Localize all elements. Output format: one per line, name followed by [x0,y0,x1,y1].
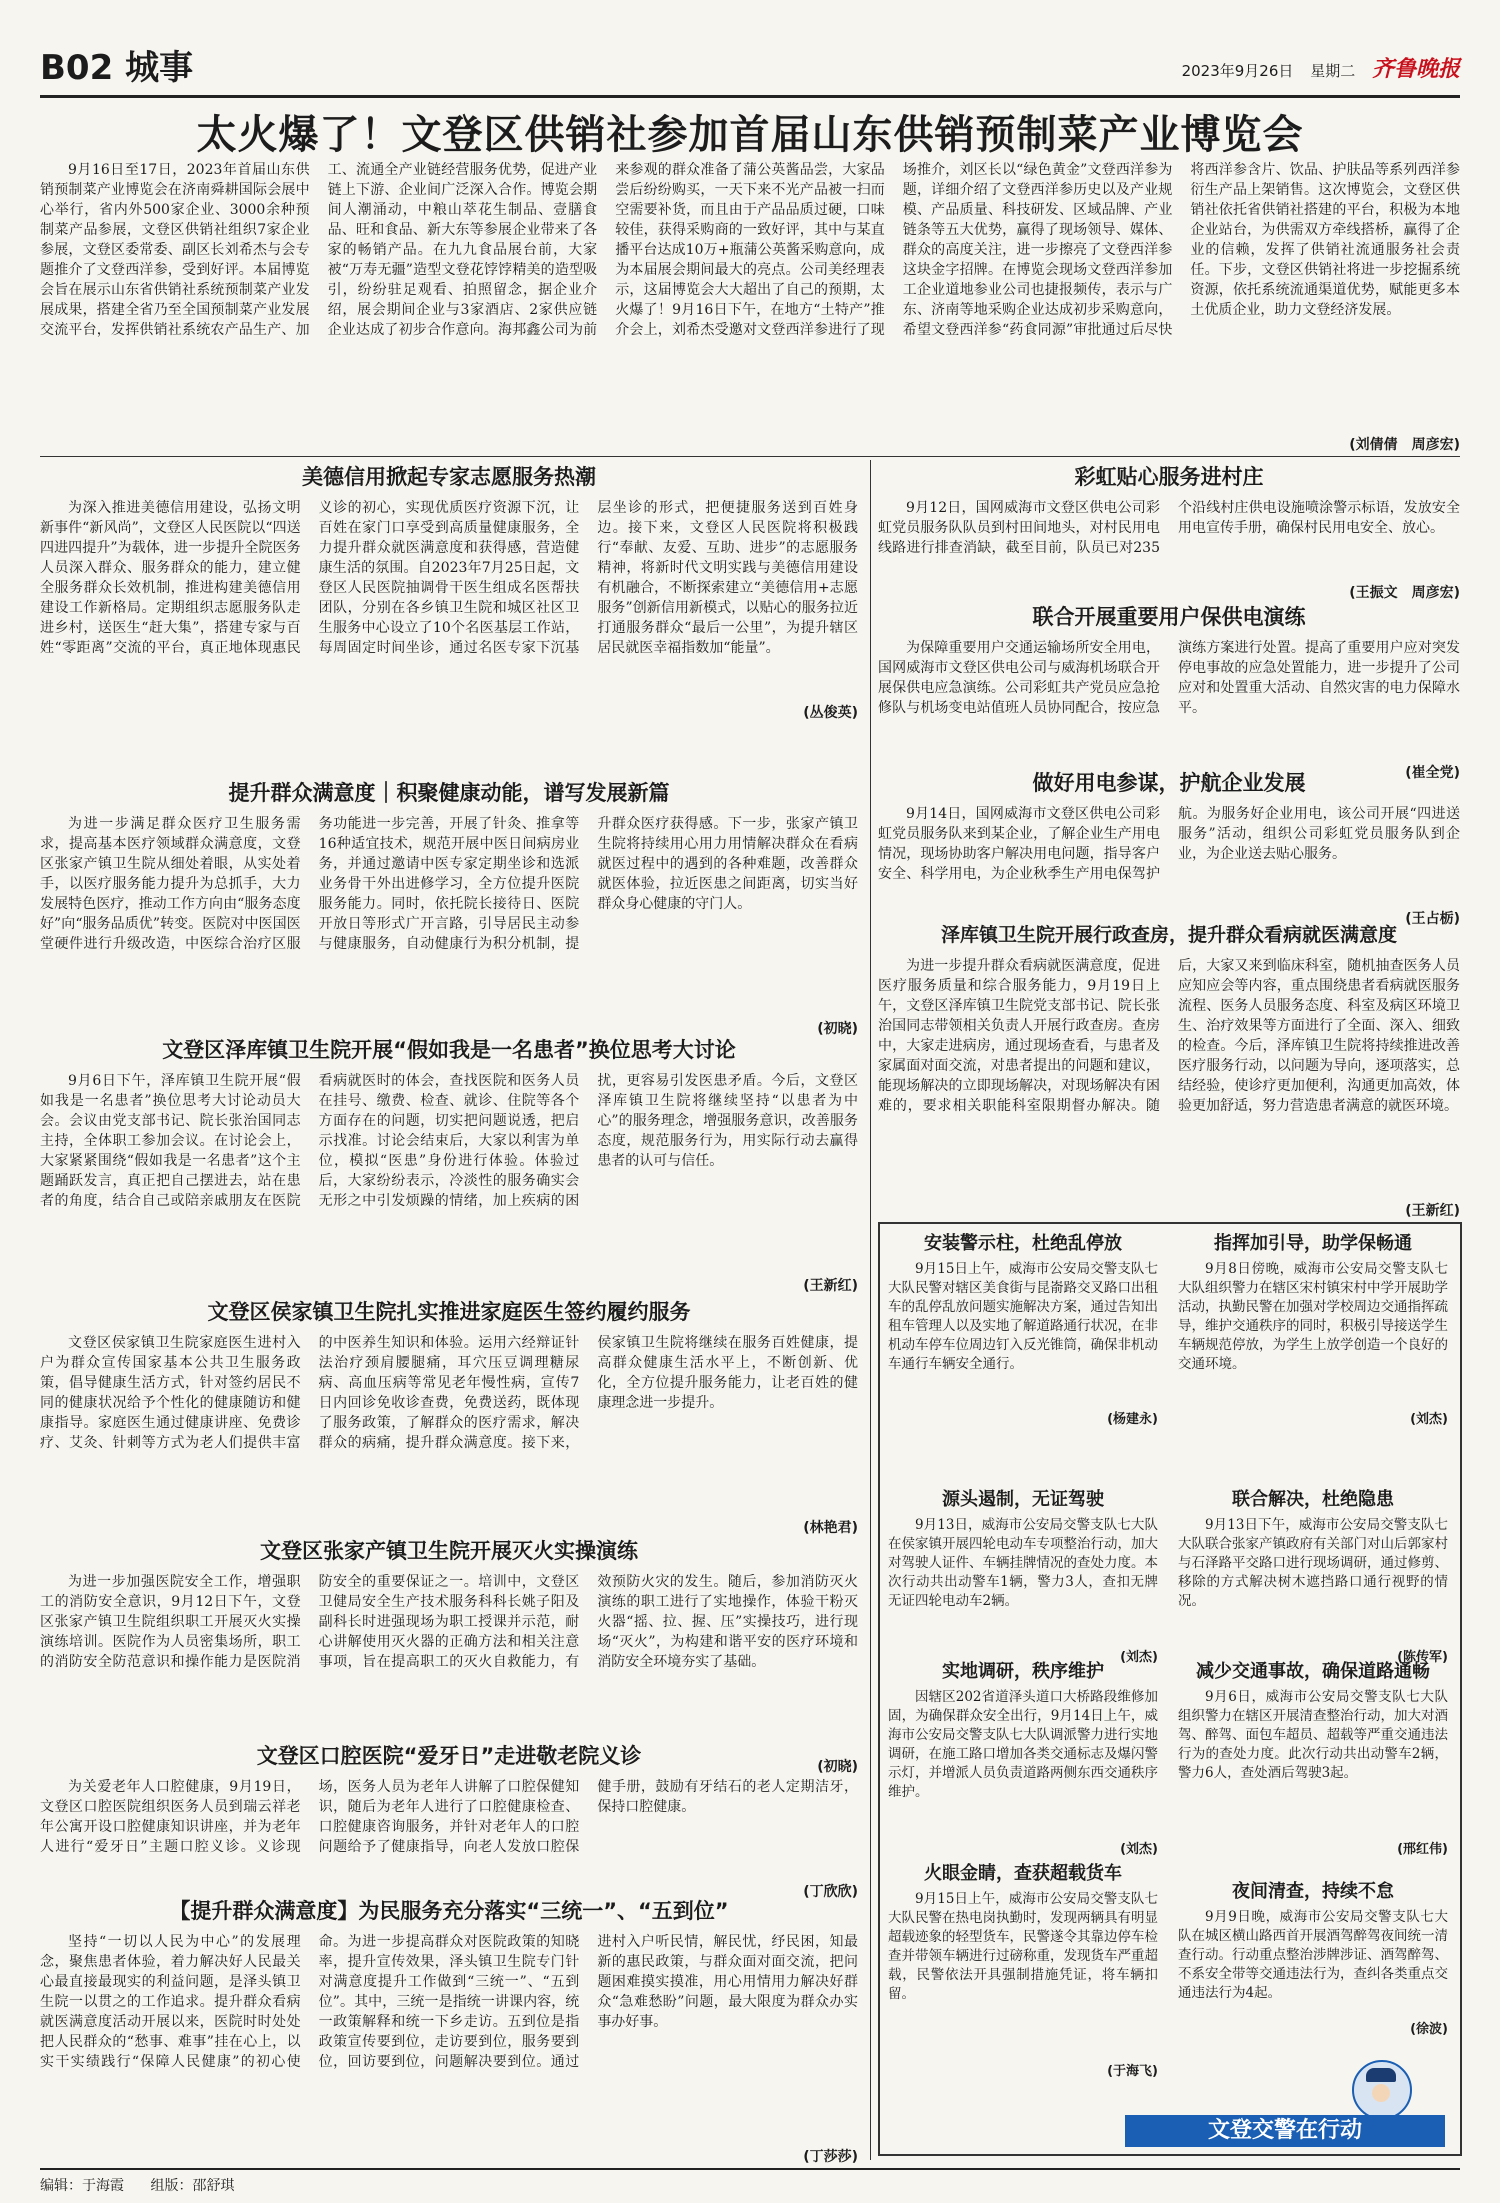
police-item-author: (刘杰) [1120,1650,1158,1665]
article-body: 文登区侯家镇卫生院家庭医生进村入户为群众宣传国家基本公共卫生服务政策，倡导健康生活方式，针对签约居民不同的健康状况给予个性化的健康随访和健康指导。家庭医生通过健康讲座、免费诊疗、艾灸、针刺等方式为老人们提供丰富的中医养生知识和体验。运用六经辩证针法治疗颈肩腰腿痛，耳穴压豆调理糖尿病、高血压病等常见老年慢性病，宣传7日内回诊免收诊查费，免费送药，既体现了服务政策，了解群众的医疗需求，解决群众的病痛，提升群众满意度。接下来，侯家镇卫生院将继续在服务百姓健康，提高群众健康生活水平上，不断创新、优化，全方位提升服务能力，让老百姓的健康理念进一步提升。 [40,1335,858,1451]
article-rainbow-service [878,462,1460,602]
police-item [1178,1880,1448,2037]
traffic-police-banner: 文登交警在行动 [1125,2115,1445,2147]
article-author: (丁欣欣) [803,1884,858,1900]
article-author: (王占栃) [1405,911,1460,927]
issue-date: 2023年9月26日 [1181,62,1294,80]
article-power-drill [878,602,1460,782]
article-title: 文登区泽库镇卫生院开展“假如我是一名患者”换位思考大讨论 [162,1038,736,1062]
article-title: 【提升群众满意度】为民服务充分落实“三统一”、“五到位” [169,1899,729,1923]
police-item-body: 因辖区202省道泽头道口大桥路段维修加固，为确保群众安全出行，9月14日上午，威海市公安局交警支队七大队调派警力进行实地调研，在施工路口增加各类交通标志及爆闪警示灯，并增派人员负责道路两侧东西交通秩序维护。 [888,1689,1158,1800]
article-volunteer [40,462,858,722]
police-item [888,1660,1158,1857]
lead-article-author: (刘倩倩 周彦宏) [1349,437,1460,453]
police-item-body: 9月8日傍晚，威海市公安局交警支队七大队组织警力在辖区宋村镇宋村中学开展助学活动，执勤民警在加强对学校周边交通指挥疏导，维护交通秩序的同时，积极引导接送学生车辆规范停放，为学生上放学创造一个良好的交通环境。 [1178,1261,1448,1372]
article-author: (丛俊英) [803,705,858,721]
article-service-standards [40,1896,858,2166]
main-headline: 太火爆了！文登区供销社参加首届山东供销预制菜产业博览会 [196,111,1304,158]
section-label: B02 城事 [40,48,194,88]
article-dental [40,1741,858,1901]
police-item-author: (刘杰) [1410,1412,1448,1427]
article-author: (崔全党) [1405,765,1460,781]
article-patient-roleplay [40,1035,858,1295]
police-item-title: 实地调研，秩序维护 [942,1661,1104,1682]
column-divider [870,460,871,2160]
article-body: 为关爱老年人口腔健康，9月19日，文登区口腔医院组织医务人员到瑞云祥老年公寓开设口腔健康知识讲座，并为老年人进行“爱牙日”主题口腔义诊。义诊现场，医务人员为老年人讲解了口腔保健知识，随后为老年人进行了口腔健康检查、口腔健康咨询服务，并针对老年人的口腔问题给予了健康指导，向老人发放口腔保健手册，鼓励有牙结石的老人定期洁牙，保持口腔健康。 [40,1779,858,1855]
issue-weekday: 星期二 [1310,62,1356,80]
article-title: 彩虹贴心服务进村庄 [1074,465,1264,489]
divider [40,456,1460,457]
article-family-doctor [40,1297,858,1537]
article-power-advisor [878,768,1460,928]
article-author: (初晓) [817,1021,858,1037]
police-item [1178,1660,1448,1857]
police-item [1178,1488,1448,1665]
police-item [1178,1232,1448,1427]
article-body: 9月12日，国网威海市文登区供电公司彩虹党员服务队队员到村田间地头，对村民用电线路进行排查消缺，截至目前，队员已对235个沿线村庄供电设施喷涂警示标语，发放安全用电宣传手册，确保村民用电安全、放心。 [878,500,1460,556]
article-author: (初晓) [817,1759,858,1775]
lead-article [40,160,1460,453]
article-title: 联合开展重要用户保供电演练 [1032,605,1306,629]
article-body: 为深入推进美德信用建设，弘扬文明新事件“新风尚”，文登区人民医院以“四送四进四提升”为载体，进一步提升全院医务人员深入群众、服务群众的能力，建立健全服务群众长效机制，推进构建美德信用建设工作新格局。定期组织志愿服务队走进乡村，送医生“赶大集”，搭建专家与百姓“零距离”交流的平台，真正地体现惠民义诊的初心，实现优质医疗资源下沉，让百姓在家门口享受到高质量健康服务，全力提升群众就医满意度和获得感，营造健康生活的氛围。自2023年7月25日起，文登区人民医院抽调骨干医生组成名医帮扶团队，分别在各乡镇卫生院和城区社区卫生服务中心设立了10个名医基层工作站，每周固定时间坐诊，通过名医专家下沉基层坐诊的形式，把便捷服务送到百姓身边。接下来，文登区人民医院将积极践行“奉献、友爱、互助、进步”的志愿服务精神，将新时代文明实践与美德信用建设有机融合，不断探索建立“美德信用+志愿服务”创新信用新模式，以贴心的服务拉近打通服务群众“最后一公里”，为提升辖区居民就医幸福指数加“能量”。 [40,500,858,656]
article-title: 文登区口腔医院“爱牙日”走进敬老院义诊 [256,1744,642,1768]
article-title: 泽库镇卫生院开展行政查房，提升群众看病就医满意度 [940,924,1397,946]
police-item-title: 夜间清查，持续不怠 [1232,1881,1394,1902]
article-author: (王振文 周彦宏) [1349,585,1460,601]
layout-credit: 组版：邵舒琪 [150,2178,235,2194]
article-body: 9月6日下午，泽库镇卫生院开展“假如我是一名患者”换位思考大讨论动员大会。会议由党支部书记、院长张治国同志主持，全体职工参加会议。在讨论会上，大家紧紧围绕“假如我是一名患者”这个主题踊跃发言，真正把自己摆进去，站在患者的角度，结合自己或陪亲戚朋友在医院看病就医时的体会，查找医院和医务人员在挂号、缴费、检查、就诊、住院等各个方面存在的问题，切实把问题说透，把启示找准。讨论会结束后，大家以利害为单位，模拟“医患”身份进行体验。体验过后，大家纷纷表示，冷淡性的服务确实会无形之中引发烦躁的情绪，加上疾病的困扰，更容易引发医患矛盾。今后，文登区泽库镇卫生院将继续坚持“以患者为中心”的服务理念，增强服务意识，改善服务态度，规范服务行为，用实际行动去赢得患者的认可与信任。 [40,1073,858,1209]
police-item-author: (于海飞) [1107,2064,1158,2079]
article-title: 做好用电参谋，护航企业发展 [1032,771,1306,795]
police-item-body: 9月13日，威海市公安局交警支队七大队在侯家镇开展四轮电动车专项整治行动，加大对驾驶人证件、车辆挂牌情况的查处力度。本次行动共出动警车1辆，警力3人，查扣无牌无证四轮电动车2辆。 [888,1517,1158,1609]
article-body: 为保障重要用户交通运输场所安全用电，国网威海市文登区供电公司与威海机场联合开展保供电应急演练。公司彩虹共产党员应急抢修队与机场变电站值班人员协同配合，按应急演练方案进行处置。提高了重要用户应对突发停电事故的应急处置能力，进一步提升了公司应对和处置重大活动、自然灾害的电力保障水平。 [878,640,1460,716]
police-item-title: 源头遏制，无证驾驶 [942,1489,1104,1510]
police-item-body: 9月15日上午，威海市公安局交警支队七大队民警对辖区美食街与昆嵛路交叉路口出租车的乱停乱放问题实施解决方案，通过告知出租车管理人以及实地了解道路通行状况，在非机动车停车位周边钉入反光锥筒，确保非机动车通行车辆安全通行。 [888,1261,1158,1372]
article-author: (王新红) [1405,1203,1460,1219]
article-title: 美德信用掀起专家志愿服务热潮 [302,465,596,489]
article-body: 9月14日，国网威海市文登区供电公司彩虹党员服务队来到某企业，了解企业生产用电情况，现场协助客户解决用电问题，指导客户安全、科学用电，为企业秋季生产用电保驾护航。为服务好企业用电，该公司开展“四进送服务”活动，组织公司彩虹党员服务队到企业，为企业送去贴心服务。 [878,806,1460,882]
police-item-author: (杨建永) [1107,1412,1158,1427]
article-title: 提升群众满意度｜积聚健康动能，谱写发展新篇 [228,781,670,805]
police-item-body: 9月6日，威海市公安局交警支队七大队组织警力在辖区开展清查整治行动，加大对酒驾、醉驾、面包车超员、超载等严重交通违法行为的查处力度。此次行动共出动警车2辆，警力6人，查处酒后驾驶3起。 [1178,1689,1448,1781]
article-title: 文登区侯家镇卫生院扎实推进家庭医生签约履约服务 [207,1300,691,1324]
police-item-title: 减少交通事故，确保道路通畅 [1196,1661,1430,1682]
article-body: 为进一步满足群众医疗卫生服务需求，提高基本医疗领域群众满意度，文登区张家产镇卫生院从细处着眼，从实处着手，以医疗服务能力提升为总抓手，大力发展特色医疗，推动工作方向由“服务态度好”向“服务品质优”转变。医院对中医国医堂硬件进行升级改造，中医综合治疗区服务功能进一步完善，开展了针灸、推拿等16种适宜技术，规范开展中医日间病房业务，并通过邀请中医专家定期坐诊和选派业务骨干外出进修学习，全方位提升医院服务能力。同时，依托院长接待日、医院开放日等形式广开言路，引导居民主动参与健康服务，自动健康行为积分机制，提升群众医疗获得感。下一步，张家产镇卫生院将持续用心用力用情解决群众在看病就医过程中的遇到的各种难题，改善群众就医体验，拉近医患之间距离，切实当好群众身心健康的守门人。 [40,816,858,952]
article-ward-rounds [878,920,1460,1220]
article-author: (林艳君) [803,1520,858,1536]
police-item-author: (陈传军) [1397,1650,1448,1665]
article-fire-drill [40,1536,858,1776]
police-item-body: 9月15日上午，威海市公安局交警支队七大队民警在热电岗执勤时，发现两辆具有明显超载迹象的轻型货车，民警遂令其靠边停车检查并带领车辆进行过磅称重，发现货车严重超载，民警依法开具强制措施凭证，将车辆扣留。 [888,1891,1158,2002]
page-footer [40,2168,1460,2195]
police-item-body: 9月9日晚，威海市公安局交警支队七大队在城区横山路西首开展酒驾醉驾夜间统一清查行动。行动重点整治涉牌涉证、酒驾醉驾、不系安全带等交通违法行为，查纠各类重点交通违法行为4起。 [1178,1909,1448,2001]
police-officer-icon [1352,2060,1412,2120]
police-item-title: 安装警示柱，杜绝乱停放 [924,1233,1122,1254]
police-item-author: (徐波) [1410,2022,1448,2037]
article-author: (王新红) [803,1278,858,1294]
police-item-title: 指挥加引导，助学保畅通 [1214,1233,1412,1254]
police-item [888,1232,1158,1427]
police-item [888,1862,1158,2079]
lead-article-body: 9月16日至17日，2023年首届山东供销预制菜产业博览会在济南舜耕国际会展中心举行，省内外500家企业、3000余种预制菜产品参展，文登区供销社组织7家企业参展，文登区委常委、副区长刘希杰与会专题推介了文登西洋参，受到好评。本届博览会旨在展示山东省供销社系统预制菜产业发展成果，搭建全省乃至全国预制菜产业发展交流平台，发挥供销社系统农产品生产、加工、流通全产业链经营服务优势，促进产业链上下游、企业间广泛深入合作。博览会期间人潮涌动，中粮山萃花生制品、壹膳食品、旺和食品、新大东等参展企业带来了各家的畅销产品。在九九食品展台前，大家被“万寿无疆”造型文登花饽饽精美的造型吸引，纷纷驻足观看、拍照留念，据企业介绍，展会期间企业与3家酒店、2家供应链企业达成了初步合作意向。海邦鑫公司为前来参观的群众准备了蒲公英酱品尝，大家品尝后纷纷购买，一天下来不光产品被一扫而空需要补货，而且由于产品品质过硬，口味较佳，获得采购商的一致好评，其中与某直播平台达成10万+瓶蒲公英酱采购意向，成为本届展会期间最大的亮点。公司美经理表示，这届博览会大大超出了自己的预期，太火爆了！9月16日下午，在地方“土特产”推介会上，刘希杰受邀对文登西洋参进行了现场推介，刘区长以“绿色黄金”文登西洋参为题，详细介绍了文登西洋参历史以及产业规模、产品质量、科技研发、区域品牌、产业链条等五大优势，赢得了现场领导、媒体、群众的高度关注，进一步擦亮了文登西洋参这块金字招牌。在博览会现场文登西洋参加工企业道地参业公司也捷报频传，表示与广东、济南等地采购企业达成初步采购意向，希望文登西洋参“药食同源”审批通过后尽快将西洋参含片、饮品、护肤品等系列西洋参衍生产品上架销售。这次博览会，文登区供销社依托省供销社搭建的平台，积极为本地企业站台，为供需双方牵线搭桥，赢得了企业的信赖，发挥了供销社流通服务社会责任。下步，文登区供销社将进一步挖掘系统资源，依托系统流通渠道优势，赋能更多本土优质企业，助力文登经济发展。 [40,162,1460,338]
page-header [40,40,1460,98]
article-satisfaction [40,778,858,1038]
article-body: 为进一步加强医院安全工作，增强职工的消防安全意识，9月12日下午，文登区张家产镇卫生院组织职工开展灭火实操演练培训。医院作为人员密集场所，职工的消防安全防范意识和操作能力是医院消防安全的重要保证之一。培训中，文登区卫健局安全生产技术服务科科长姚子阳及副科长时进强现场为职工授课并示范，耐心讲解使用灭火器的正确方法和相关注意事项，旨在提高职工的灭火自救能力，有效预防火灾的发生。随后，参加消防灭火演练的职工进行了实地操作，体验干粉灭火器“摇、拉、握、压”实操技巧，进行现场“灭火”，为构建和谐平安的医疗环境和消防安全环境夯实了基础。 [40,1574,858,1670]
article-body: 坚持“一切以人民为中心”的发展理念，聚焦患者体验，着力解决好人民最关心最直接最现实的利益问题，是泽头镇卫生院一以贯之的工作追求。提升群众看病就医满意度活动开展以来，医院时时处处把人民群众的“愁事、难事”挂在心上，以实干实绩践行“保障人民健康”的初心使命。为进一步提高群众对医院政策的知晓率，提升宣传效果，泽头镇卫生院专门针对满意度提升工作做到“三统一”、“五到位”。其中，三统一是指统一讲课内容，统一政策解释和统一下乡走访。五到位是指政策宣传要到位，走访要到位，服务要到位，回访要到位，问题解决要到位。通过进村入户听民情，解民忧，纾民困，知最新的惠民政策，与群众面对面交流，把问题困难摸实摸准，用心用情用力解决好群众“急难愁盼”问题，最大限度为群众办实事办好事。 [40,1934,858,2070]
police-item-title: 联合解决，杜绝隐患 [1232,1489,1394,1510]
police-item-author: (邢红伟) [1397,1842,1448,1857]
police-item-title: 火眼金睛，查获超载货车 [924,1863,1122,1884]
header-meta [1170,52,1460,83]
article-title: 文登区张家产镇卫生院开展灭火实操演练 [260,1539,638,1563]
editor-credit: 编辑：于海霞 [40,2178,124,2194]
article-body: 为进一步提升群众看病就医满意度，促进医疗服务质量和综合服务能力，9月19日上午，文登区泽库镇卫生院党支部书记、院长张治国同志带领相关负责人开展行政查房。查房中，大家走进病房，通过现场查看，与患者及家属面对面交流，对患者提出的问题和建议，能现场解决的立即现场解决，对现场解决有困难的，要求相关职能科室限期督办解决。随后，大家又来到临床科室，随机抽查医务人员应知应会等内容，重点围绕患者看病就医服务流程、医务人员服务态度、科室及病区环境卫生、治疗效果等方面进行了全面、深入、细致的检查。今后，泽库镇卫生院将持续推进改善医疗服务行动，以问题为导向，逐项落实，总结经验，使诊疗更加便利，沟通更加高效，体验更加舒适，努力营造患者满意的就医环境。 [878,958,1460,1114]
police-item-body: 9月13日下午，威海市公安局交警支队七大队联合张家产镇政府有关部门对山后郭家村与石泽路平交路口进行现场调研，通过修剪、移除的方式解决树木遮挡路口通行视野的情况。 [1178,1517,1448,1609]
article-author: (丁莎莎) [803,2149,858,2165]
police-item [888,1488,1158,1665]
newspaper-logo: 齐鲁晚报 [1371,57,1460,82]
police-item-author: (刘杰) [1120,1842,1158,1857]
